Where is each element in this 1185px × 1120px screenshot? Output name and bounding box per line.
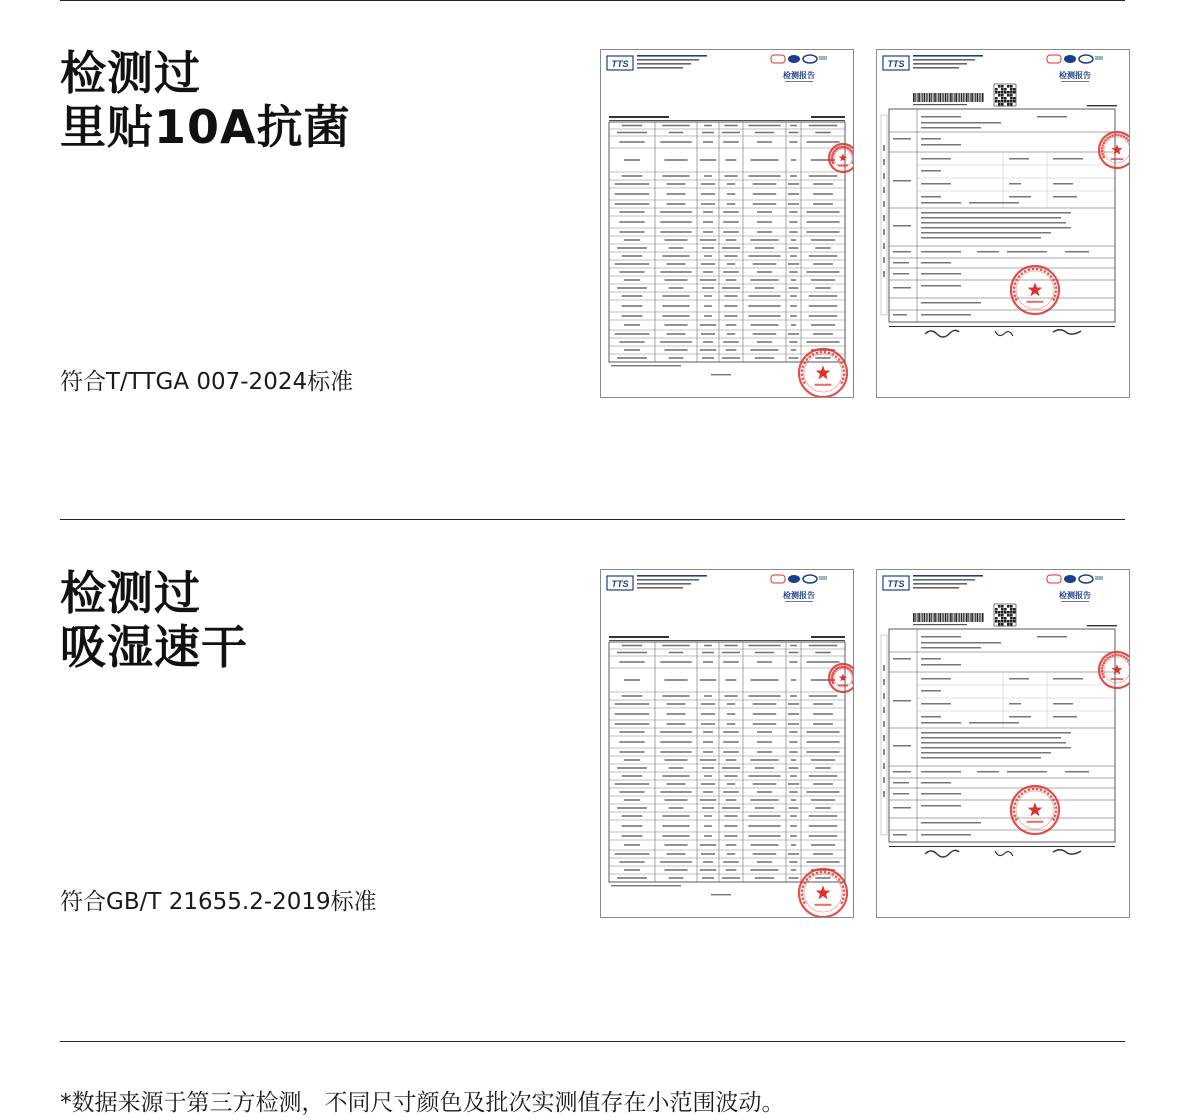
report-title: 检测报告 <box>1059 71 1091 80</box>
qr-code <box>994 84 1016 106</box>
report-title: 检测报告 <box>783 71 815 80</box>
standard-text: 符合T/TTGA 007-2024标准 <box>60 369 354 395</box>
section-title <box>60 46 351 154</box>
official-seal <box>1099 652 1129 688</box>
report-table <box>889 629 1115 842</box>
report-logo: TTS <box>887 59 905 69</box>
report-logo: TTS <box>611 59 629 69</box>
report-table <box>609 122 845 362</box>
official-seal <box>829 144 853 172</box>
official-seal <box>1099 132 1129 168</box>
section-title-line2: 里贴10A抗菌 <box>60 100 351 154</box>
report-title: 检测报告 <box>1059 591 1091 600</box>
standard-text: 符合GB/T 21655.2-2019标准 <box>60 889 377 915</box>
section-title <box>60 566 248 674</box>
qr-code <box>994 604 1016 626</box>
report-title: 检测报告 <box>783 591 815 600</box>
official-seal <box>829 664 853 692</box>
section-title-line1: 检测过 <box>60 566 201 620</box>
section-title-line1: 检测过 <box>60 46 201 100</box>
official-seal <box>1011 266 1059 314</box>
section-moisture-wicking <box>0 520 1185 1040</box>
data-source-footnote: *数据来源于第三方检测，不同尺寸颜色及批次实测值存在小范围波动。 <box>60 1090 785 1116</box>
section-antibacterial <box>0 0 1185 520</box>
test-report-page-2 <box>876 569 1130 918</box>
official-seal <box>799 869 847 917</box>
section-title-line2: 吸湿速干 <box>60 620 248 674</box>
report-table <box>609 642 845 882</box>
barcode <box>913 93 984 102</box>
report-logo: TTS <box>611 579 629 589</box>
report-logo: TTS <box>887 579 905 589</box>
signatures <box>925 850 1081 857</box>
signatures <box>925 330 1081 337</box>
bottom-divider <box>60 1041 1125 1042</box>
test-report-page-1 <box>600 49 854 398</box>
test-report-page-2 <box>876 49 1130 398</box>
test-report-page-1 <box>600 569 854 918</box>
official-seal <box>1011 786 1059 834</box>
barcode <box>913 613 984 622</box>
official-seal <box>799 349 847 397</box>
report-table <box>889 109 1115 322</box>
